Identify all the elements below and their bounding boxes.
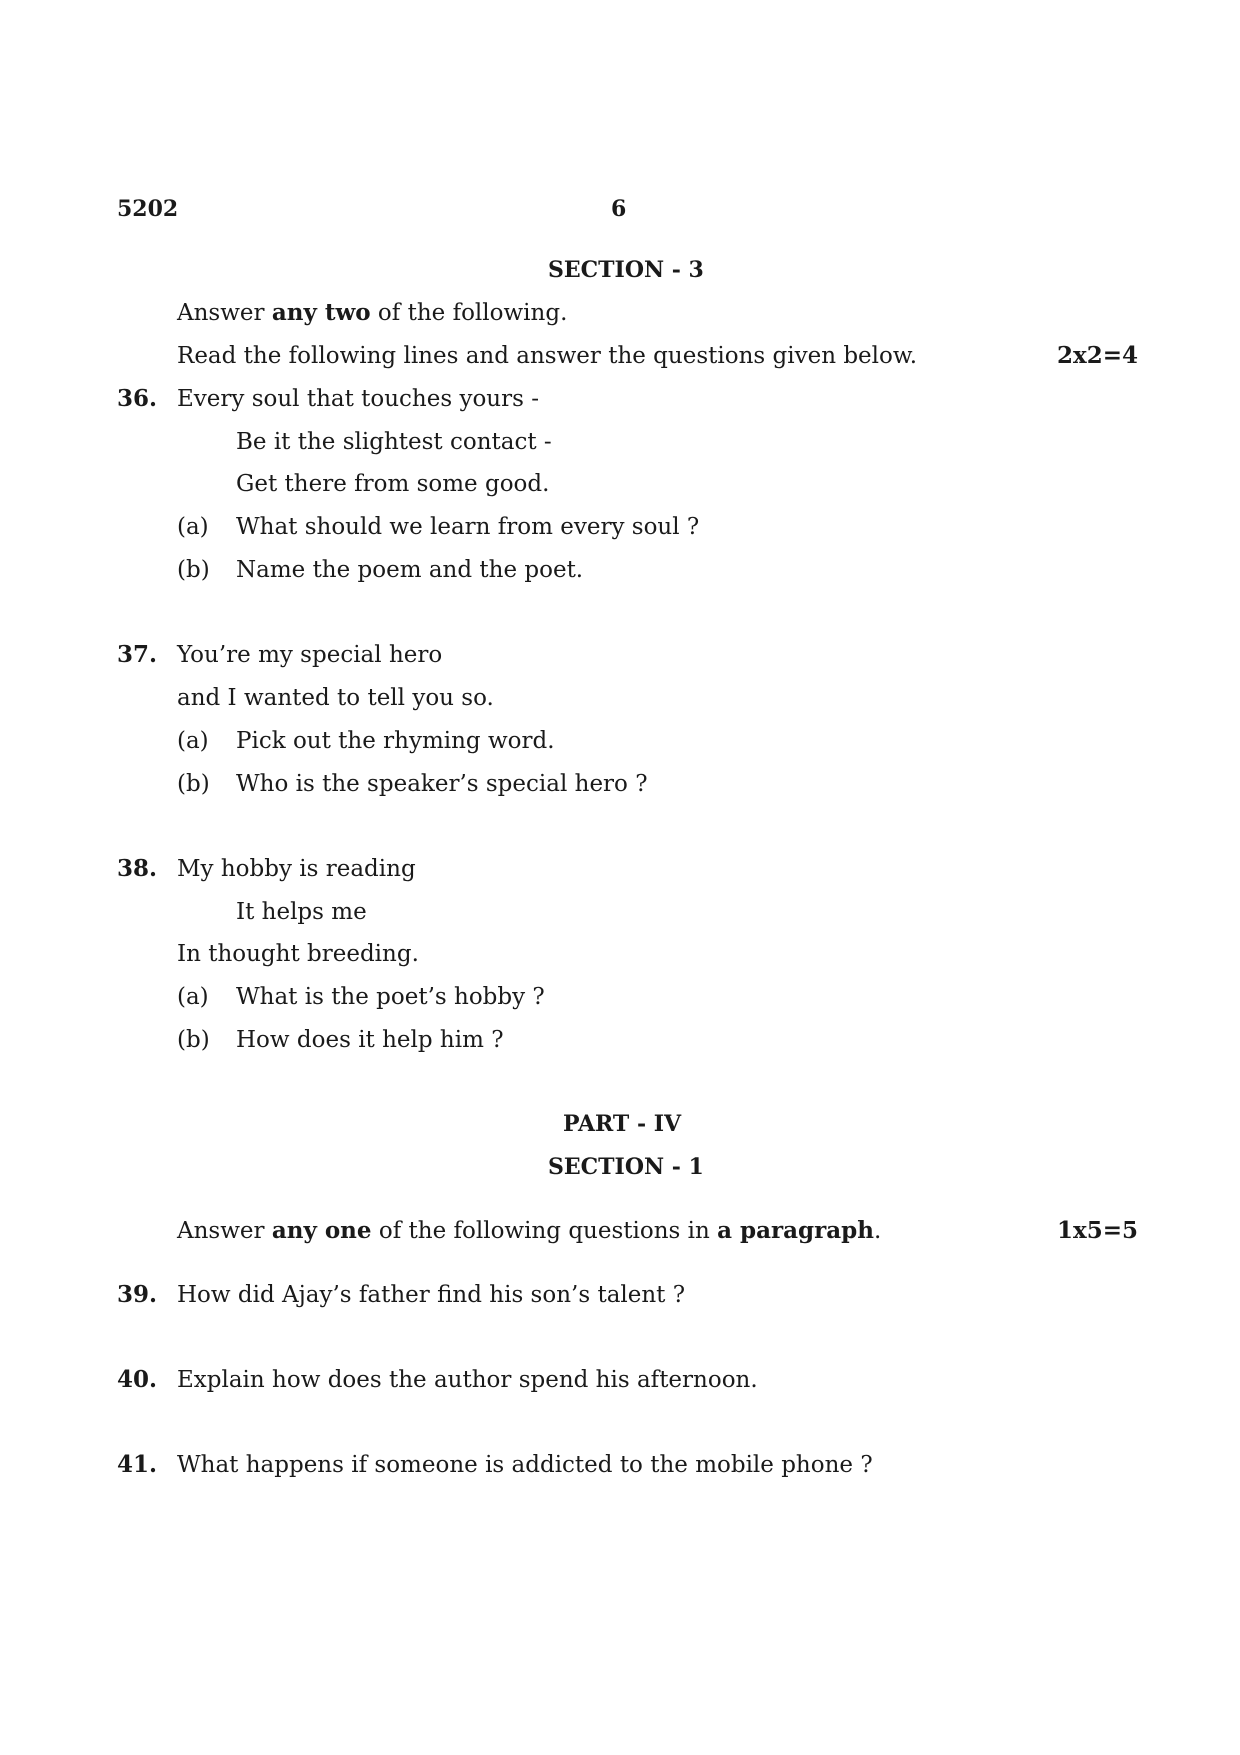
- q37-sub-b-label: (b): [177, 771, 210, 797]
- q36-sub-a-text: What should we learn from every soul ?: [236, 514, 700, 540]
- q37-sub-a-text: Pick out the rhyming word.: [236, 728, 555, 754]
- q38-line-1: My hobby is reading: [177, 856, 416, 882]
- q38-sub-a-text: What is the poet’s hobby ?: [236, 984, 545, 1010]
- part-4-section-1-heading: SECTION - 1: [548, 1154, 704, 1180]
- q41-text: What happens if someone is addicted to the mobile phone ?: [177, 1452, 873, 1478]
- q37-line-1: You’re my special hero: [177, 642, 443, 668]
- question-number-41: 41.: [117, 1451, 158, 1478]
- section-3-instruction: Answer any two of the following.: [177, 299, 568, 326]
- q37-line-2: and I wanted to tell you so.: [177, 685, 494, 711]
- question-number-38: 38.: [117, 855, 158, 882]
- q37-sub-b-text: Who is the speaker’s special hero ?: [236, 771, 648, 797]
- part-4-heading: PART - IV: [563, 1111, 682, 1137]
- question-number-40: 40.: [117, 1366, 158, 1393]
- q38-line-3: In thought breeding.: [177, 941, 419, 967]
- question-number-37: 37.: [117, 641, 158, 668]
- q38-sub-a-label: (a): [177, 984, 209, 1010]
- q38-sub-b-label: (b): [177, 1027, 210, 1053]
- section-3-read-line: Read the following lines and answer the questions given below.: [177, 343, 918, 369]
- q38-sub-b-text: How does it help him ?: [236, 1027, 504, 1053]
- part-4-marks: 1x5=5: [1057, 1217, 1138, 1244]
- q36-line-3: Get there from some good.: [236, 471, 550, 497]
- q40-text: Explain how does the author spend his afternoon.: [177, 1367, 758, 1393]
- q37-sub-a-label: (a): [177, 728, 209, 754]
- q36-sub-a-label: (a): [177, 514, 209, 540]
- q36-sub-b-label: (b): [177, 557, 210, 583]
- q36-line-1: Every soul that touches yours -: [177, 386, 540, 412]
- q36-line-2: Be it the slightest contact -: [236, 429, 552, 455]
- paper-code: 5202: [117, 196, 179, 222]
- page-number: 6: [611, 196, 627, 222]
- section-3-heading: SECTION - 3: [548, 257, 704, 283]
- part-4-instruction: Answer any one of the following questions in a paragraph.: [177, 1217, 882, 1244]
- question-number-36: 36.: [117, 385, 158, 412]
- question-number-39: 39.: [117, 1281, 158, 1308]
- q39-text: How did Ajay’s father find his son’s talent ?: [177, 1282, 686, 1308]
- section-3-marks: 2x2=4: [1057, 342, 1138, 369]
- q38-line-2: It helps me: [236, 899, 367, 925]
- q36-sub-b-text: Name the poem and the poet.: [236, 557, 584, 583]
